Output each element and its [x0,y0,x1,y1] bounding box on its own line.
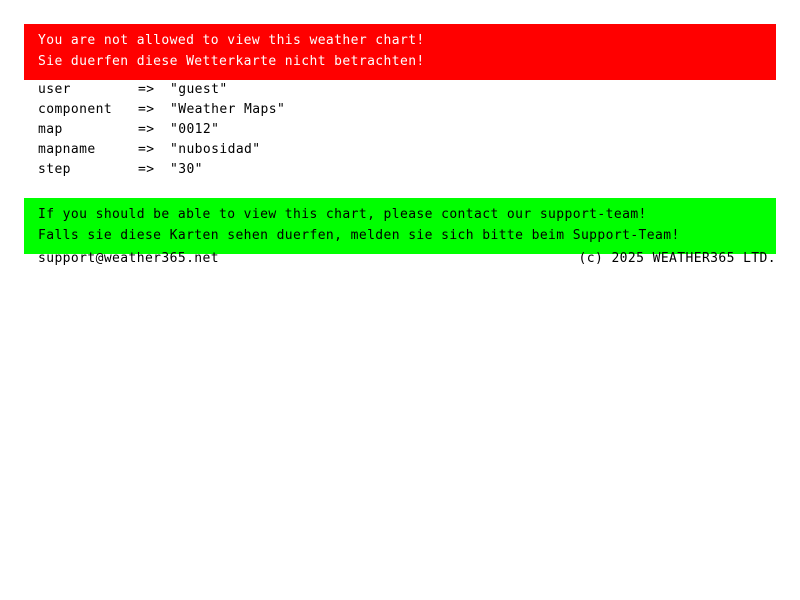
error-banner [24,24,776,80]
parameter-row-component [38,100,738,120]
parameter-row-mapname [38,140,738,160]
parameter-row-map [38,120,738,140]
info-banner-line-de: Falls sie diese Karten sehen duerfen, melden sie sich bitte beim Support-Team! [38,228,680,243]
info-banner [24,198,776,254]
parameter-key: step [38,162,71,177]
parameter-arrow: => [138,142,155,157]
parameter-row-step [38,160,738,180]
support-email-link[interactable]: support@weather365.net [38,251,219,266]
parameter-key: user [38,82,71,97]
parameter-arrow: => [138,102,155,117]
parameter-value: "nubosidad" [170,142,261,157]
footer [38,250,776,268]
parameter-value: "guest" [170,82,228,97]
parameter-arrow: => [138,82,155,97]
parameter-key: component [38,102,113,117]
parameter-key: mapname [38,142,96,157]
error-banner-line-de: Sie duerfen diese Wetterkarte nicht betrachten! [38,54,425,69]
error-banner-line-en: You are not allowed to view this weather chart! [38,33,425,48]
parameter-row-user [38,80,738,100]
parameter-value: "0012" [170,122,220,137]
parameter-arrow: => [138,162,155,177]
parameter-value: "30" [170,162,203,177]
parameter-list [38,80,738,180]
parameter-arrow: => [138,122,155,137]
info-banner-line-en: If you should be able to view this chart, please contact our support-team! [38,207,647,222]
copyright-text: (c) 2025 WEATHER365 LTD. [578,251,776,266]
parameter-value: "Weather Maps" [170,102,286,117]
parameter-key: map [38,122,63,137]
